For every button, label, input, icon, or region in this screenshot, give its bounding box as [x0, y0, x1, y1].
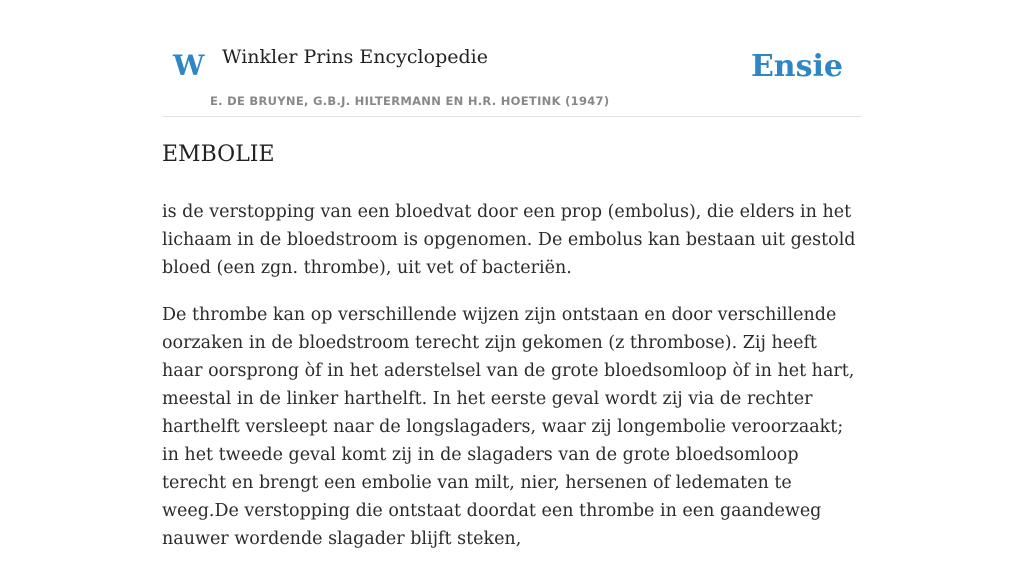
publication-authors: E. DE BRUYNE, G.B.J. HILTERMANN EN H.R. HOETINK (1947)	[210, 94, 610, 108]
article-content	[162, 140, 862, 572]
ensie-brand-link[interactable]: Ensie	[750, 49, 843, 84]
article-paragraph-2: De thrombe kan op verschillende wijzen zijn ontstaan en door verschillende oorzaken in de bloedstroom terecht zijn gekomen (z thrombose). Zij heeft haar oorsprong òf in het aderstelsel van de grote bloedsomloop òf in het hart, meestal in de linker harthelft. In het eerste geval wordt zij via de rechter harthelft versleept naar de longslagaders, waar zij longembolie veroorzaakt; in het tweede geval komt zij in de slagaders van de grote bloedsomloop terecht en brengt een embolie van milt, nier, hersenen of ledematen te weeg.De verstopping die ontstaat doordat een thrombe in een gaandeweg nauwer wordende slagader blijft steken,	[162, 305, 855, 549]
site-header	[162, 0, 862, 117]
article-paragraph-1: is de verstopping van een bloedvat door een prop (embolus), die elders in het lichaam in de bloedstroom is opgenomen. De embolus kan bestaan uit gestold bloed (een zgn. thrombe), uit vet of bacteriën.	[162, 202, 856, 278]
publication-title[interactable]: Winkler Prins Encyclopedie	[222, 46, 488, 68]
article-headword: EMBOLIE	[162, 142, 275, 167]
winkler-prins-logo[interactable]: W	[173, 49, 205, 82]
